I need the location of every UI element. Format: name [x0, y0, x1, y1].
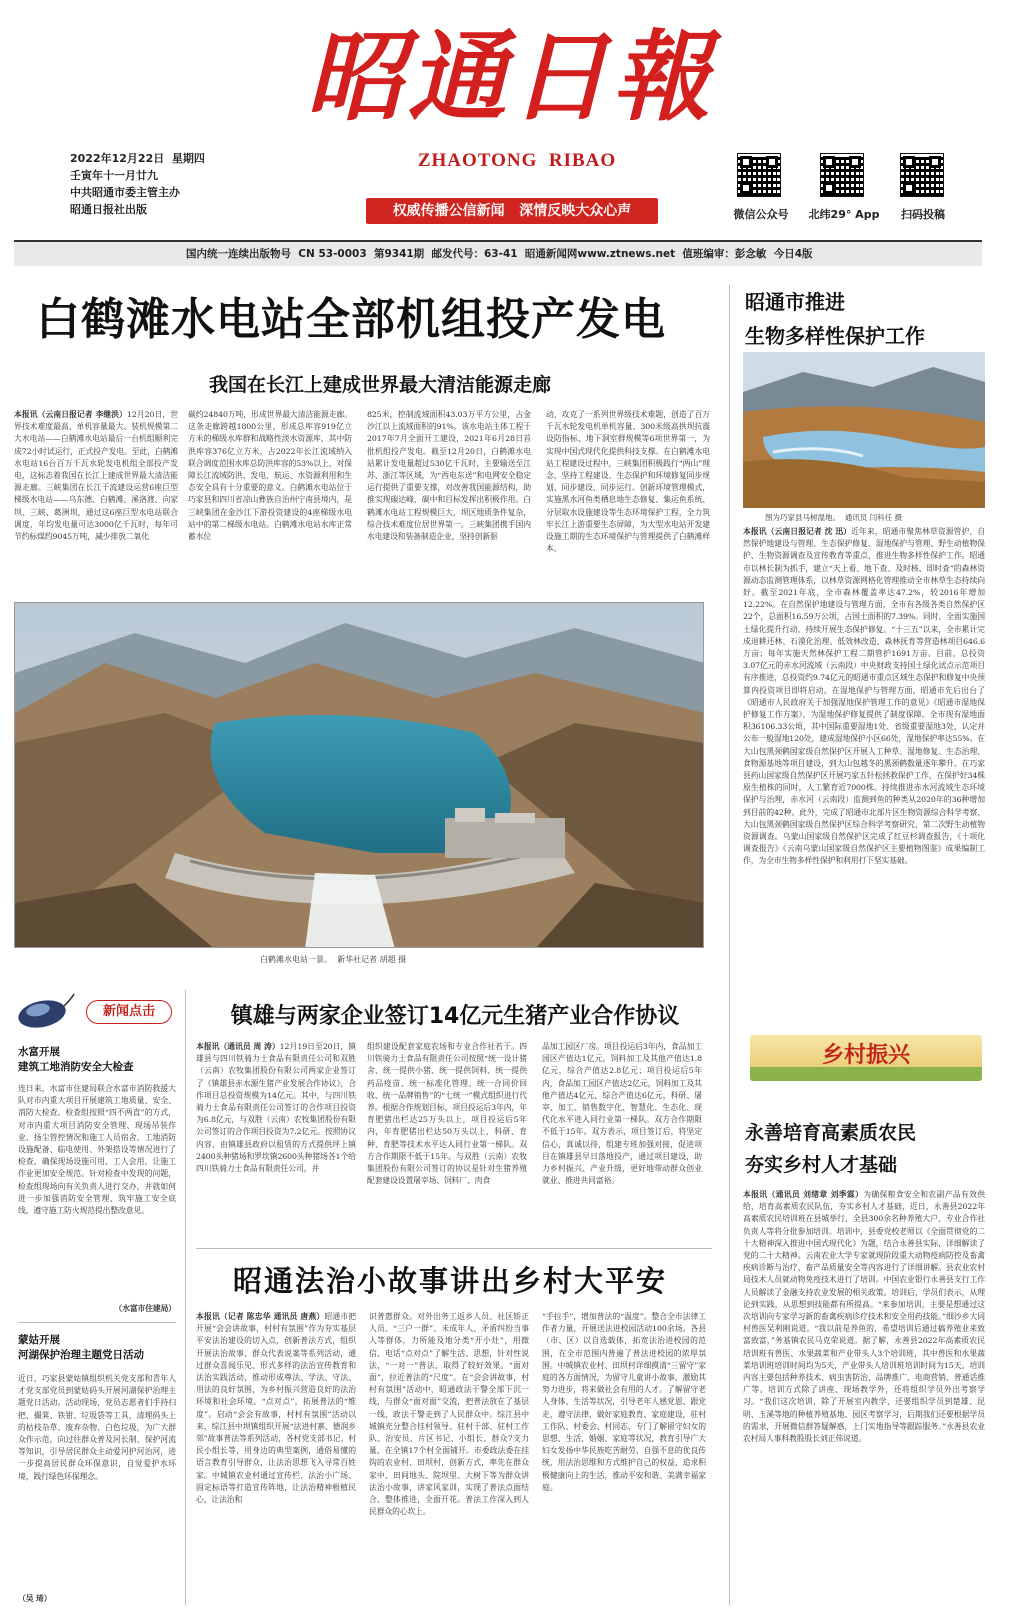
dam-photo-image	[15, 603, 704, 948]
qr-code-app[interactable]	[820, 153, 864, 197]
qr-code-submit[interactable]	[900, 153, 944, 197]
law-col-2: 识普惠群众。对外出务工返乡人员、社区矫正人员、“三户一群”、未成年人、矛盾纠纷当事人等群体，力所能及地分类“开小灶”，用微信、电话“点对点”了解生活、思想，针对性说法，“一对一”普法，取得了较好效果。“面对面”，拉近普法的“尺度”。在“会会讲故事，村村有氛围”活动中，昭通政法干警全部下沉一线，与群众“面对面”交流，把普法放在了基层一线，政法干警走到了人民群众中。综江县中城镇充分整合挂村领导、驻村干部、驻村工作队、治安员、片区书记、小组长、群众7支力量，在全镇17个村全面铺开。市委政法委在挂钩的农业村、田坝村，创新方式，率先在群众家中、田间地头、院坝里、大树下等为群众讲法治小故事，讲家风家训，实现了普法点面结合、整体推进，全面开花。普法工作深入到人民群众的心坎上。	[369, 1312, 529, 1517]
column-divider	[729, 285, 730, 1605]
news-click-1-body: 连日来，水富市住建局联合水富市消防救援大队对市内重大项目开展建筑工地质量、安全、消防大检查。检查组按照“四不两直”的方式，对市内重大项目消防安全管理、现场吊装作业、扬尘管控情况和施工人员宿舍、工地消防设施配备、临电使用、外架搭设等情况进行了检查，确保现场设施可用、工人会用，让施工作业更加安全规范。针对检查中发现的问题，检查组现场向有关负责人进行交办，并就如何进一步加强消防安全管理、筑牢施工安全底线，遵守施工防火规范提出整改意见。	[18, 1084, 176, 1216]
pig-col-1-text: 12月19日至20日，镇雄县与四川铁骑力士食品有限责任公司和双胜（云南）农牧集团股份有限公司两家企业签订了《镇雄县赤水源生猪产业发展合作协议》，合作项目总投资规模为14亿元。其中，与四川铁骑力士食品有限责任公司签订的合作项目投资为6.8亿元，与双胜（云南）农牧集团股份有限公司签订的合作项目投资为7.2亿元。按照协议内容，由镇雄县政府以租赁的方式提供坪上镇2400头种猪场和罗坎镇2600头种猪场各1个给四川铁骑力士食品有限责任公司，并	[196, 1042, 356, 1174]
law-byline: 本报讯（记者 陈忠华 通讯员 唐燕）	[196, 1312, 325, 1321]
news-click-1-title: 水富开展 建筑工地消防安全大检查	[18, 1046, 134, 1073]
pig-col-3: 品加工园区厂房。项目投运后3年内，食品加工园区产值达1亿元，饲料加工及其他产值达1.8亿元，综合产值达2.8亿元；项目投运后5年内，食品加工园区产值达2亿元，饲料加工及其他产值达4亿元，综合产值达6亿元，科研、屠宰、加工、销售数字化、智慧化、生态化、现代化水平进入同行业第一梯队。双方合作期限不低于15年。双方表示，项目签订后，将坚定信心，真诚以待，组建专班加强对接，促进项目在镇雄县早日落地投产，通过项目建设，助力乡村振兴、产业升级，更好地带动群众创业就业、推进共同富裕。	[542, 1042, 702, 1186]
news-click-header	[14, 992, 174, 1032]
slogan-banner	[366, 198, 658, 224]
news-click-1-sign: （水富市住建局）	[114, 1304, 176, 1313]
newspaper-pinyin: ZHAOTONG RIBAO	[417, 150, 617, 171]
wetland-photo-caption: 图为巧家县马树湿地。 通讯员 闫科任 摄	[765, 513, 903, 522]
pig-col-1	[196, 1041, 356, 1237]
qr-code-wechat[interactable]	[737, 153, 781, 197]
pig-byline: 本报讯（通讯员 周 涛）	[196, 1042, 280, 1051]
mouse-icon	[14, 992, 76, 1032]
rural-headline: 永善培育高素质农民 夯实乡村人才基础	[745, 1122, 917, 1176]
law-headline: 昭通法治小故事讲出乡村大平安	[232, 1264, 667, 1298]
pig-col-2: 组织建设配套家庭农场和专业合作社若干。四川铁骑力士食品有限责任公司按照“统一设计猪舍、统一提供小猪、统一提供饲料、统一提供药品疫苗、统一标准化管理、统一合同价回收、统一品牌销售”的“七统一”模式组织进行代养。根据合作规划目标，项目投运后3年内，年育肥猪出栏达25万头以上，项目投运后5年内，年育肥猪出栏达50万头以上，科研、育种、育肥等技术水平达入同行业第一梯队。双方合作期限不低于15年。与双胜（云南）农牧集团股份有限公司签订的协议是针对生猪养殖配套建设设置屠宰场、饲料厂、肉食	[367, 1042, 527, 1186]
masthead	[0, 0, 1032, 260]
pig-headline: 镇雄与两家企业签订14亿元生猪产业合作协议	[230, 1004, 680, 1029]
news-click-2-title: 蒙姑开展 河湖保护治理主题党日活动	[18, 1334, 144, 1361]
qr-label-wechat: 微信公众号	[733, 208, 789, 221]
date-block	[70, 150, 290, 218]
dam-photo-caption: 白鹤滩水电站一景。 新华社记者 胡超 摄	[260, 955, 407, 964]
slogan-text: 权威传播公信新闻 深情反映大众心声	[392, 203, 632, 219]
rural-body	[743, 1189, 985, 1609]
news-click-tag: 新闻点击	[86, 1000, 172, 1024]
news-click-divider	[18, 1322, 176, 1323]
dam-photo	[14, 602, 704, 948]
lead-headline: 白鹤滩水电站全部机组投产发电	[36, 294, 666, 345]
lead-col-4: 动，攻克了一系列世界级技术难题，创造了百万千瓦水轮发电机单机容量、300米级高拱坝抗震设防指标、地下洞室群规模等6项世界第一，为实现中国式现代化提供科技支撑。在白鹤滩水电站工程建设过程中，三峡集团积极践行“两山”理念，坚持工程建设、生态保护和环境修复同步规划、同步建设、同步运行。创新环境管理模式，实施黑水河鱼类栖息地生态修复、集运鱼系统、分层取水设施建设等生态环境保护工程，全力筑牢长江上游重要生态屏障，为大型水电站开发建设施工期的生态环境保护与管理提供了白鹤滩样本。	[546, 410, 710, 554]
lead-col-1	[14, 409, 178, 599]
lunar-date: 壬寅年十一月廿九	[70, 169, 158, 183]
bio-body	[743, 526, 985, 1001]
law-col-1	[196, 1311, 356, 1611]
qr-label-submit: 扫码投稿	[901, 208, 945, 221]
lead-subhead: 我国在长江上建成世界最大清洁能源走廊	[208, 374, 551, 396]
wetland-photo-image	[743, 352, 985, 508]
bio-body-text: 近年来，昭通市聚焦林草资源管护、自然保护地建设与管理、生态保护修复、湿地保护与管理、野生动植物保护、生物资源调查及宣传教育等重点，推进生物多样性保护工作。昭通市以林长制为抓手，建立“天上看、地下查、及时核、即时查”的森林资源动态监测管理体系，以林草资源网格化管理推动全市林草生态持续向好。截至2021年底，全市森林覆盖率达47.2%，较2016年增加12.22%。在自然保护地建设与管理方面，全市有各级各类自然保护区22个，总面积16.59万公顷，占国土面积的7.39%。同时，全面实施国土绿化提升行动，持续开展生态保护修复。“十三五”以来，全市累计完成退耕还林、石漠化治理、低效林改造、森林抚育等营造林项目646.6万亩；每年实施天然林保护工程二期管护1691万亩。目前，总投资3.07亿元的赤水河流域（云南段）中央财政支持国土绿化试点示范项目有序推进，总投资约9.74亿元的昭通市重点区域生态保护和修复中央预算内投资项目即将启动。在湿地保护与管理方面，昭通市先后出台了《昭通市人民政府关于加强湿地保护管理工作的意见》《昭通市湿地保护修复工作方案》，为湿地保护修复提供了制度保障。全市现有湿地面积36106.33公顷，其中国际重要湿地1处、省级重要湿地3处，认定并公布一般湿地120处，建成湿地保护小区66处，湿地保护率达55%。在大山包黑颈鹤国家级自然保护区开展人工种草、湿地修复、生态治理、食物源基地等项目建设，到大山包越冬的黑颈鹤数量逐年攀升。在巧家县药山国家级自然保护区开展巧家五针松拯救保护工作，在保护好34株原生植株的同时，人工繁育近7000株。持续推进赤水河流域生态环境保护与治理，赤水河（云南段）监测到鱼的种类从2020年的36种增加到目前的42种。此外，完成了昭通市北部片区生物资源综合科学考察、大山包黑颈鹤国家级自然保护区综合科学考察研究、第二次野生动植物资源调查。乌蒙山国家级自然保护区完成了红豆杉调查报告，《十项化调查报告》《云南乌蒙山国家级自然保护区主要植物图鉴》成果编制工作，为全市生物多样性保护和利用打下坚实基础。	[743, 527, 985, 866]
bio-headline: 昭通市推进 生物多样性保护工作	[745, 290, 925, 348]
law-col-3: “手拉手”，增加普法的“温度”。整合全市法律工作者力量，开展送法进校园活动100余场。各县（市、区）以自选载体，拓宽法治进校园的范围，在全市范围内普遍了普法进校园的浓厚氛围。中城镇农业村、田坝村详细摸清“三留守”家庭的各方面情况，为留守儿童讲小故事，激励其努力进步，将来做社会有用的人才。了解留守老人身体、生活等状况，引导老年人感党恩、跟党走，遵守法律，做好家庭教育、家庭建设，驻村工作队、村委会、村同志，专门了解留守妇女的思想、生活、婚姻、家庭等状况，教育引导广大妇女发扬中华民族吃苦耐劳、自强不息的优良传统，用法治思维和方式维护自己的权益，追求积极健康向上的生活，推动平安和谐、美满幸福家庭。	[542, 1312, 706, 1492]
rural-body-text: 为确保粮食安全和农副产品有效供给，培育高素质农民队伍，夯实乡村人才基础，近日，永善县2022年高素质农民培训班在县城举行，全县300余名种养殖大户、专业合作社负责人等将分批参加培训。培训中，县委党校老师以《全面贯彻党的二十大精神深入推进中国式现代化》为题，结合永善县实际，详细解读了党的二十大精神。云南农业大学专家就现阶段重大动物疫病防控及畜禽疾病诊断与治疗、畜产品质量安全等内容进行了详细讲解。县农业农村局技术人员就动物免疫技术进行了培训。中国农业银行永善县支行工作人员解读了金融支持农业发展的相关政策。培训后，学员们表示，从理论到实践，从思想到技能都有所提高。“来参加培训，主要是想通过这次培训向专家学习新的畜禽疾病诊疗技术和安全用药技能。”细沙乡大同村兽医吴利刚说道。“我以前是养鱼的，希望培训后通过搞养殖业来致富致富，”务基镇农民马克荣说道。据了解，永善县2022年高素质农民培训班有兽医、水果蔬菜和产业带头人3个培训班，其中兽医和水果蔬菜培训班培训时间均为5天，产业带头人培训班培训时间为15天。培训内容主要包括种养技术、病虫害防治、品牌推广、电商营销、普通话推广等。培训方式除了讲座、现场教学外，还将组织学员外出考察学习。“我们这次培训，除了开展室内教学，还要组织学员到楚雄、昆明、玉溪等地的种植养殖基地、园区考察学习，后期我们还要根据学员的需求，开展微信群答疑解惑，上门实地指导等跟踪服务。”永善县农业农村局人事科教股股长刘正伟说道。	[743, 1190, 985, 1444]
lead-col-2: 碳约24840万吨，形成世界最大清洁能源走廊。这条走廊跨越1800公里，形成总库容919亿立方米的梯级水库群和战略性淡水资源库，其中防洪库容376亿立方米，占2022年长江流域纳入联合调度范围水库总防洪库容的53%以上，对保障长江流域防洪、发电、航运、水资源利用和生态安全具有十分重要的意义。白鹤滩水电站位于巧家县和四川省凉山彝族自治州宁南县境内，是三峡集团在金沙江下游投资建设的4座梯级水电站中的第二梯级水电站。白鹤滩水电站水库正常蓄水位	[188, 410, 352, 542]
rural-banner-text: 乡村振兴	[821, 1043, 910, 1068]
lead-byline: 本报讯（云南日报记者 李继洪）	[14, 410, 127, 419]
publisher: 昭通日报社出版	[70, 203, 147, 217]
lead-col-1-text: 12月20日，世界技术难度最高、单机容量最大、装机规模第二大水电站——白鹤滩水电站最后一台机组顺利完成72小时试运行，正式投产发电。至此，白鹤滩水电站16台百万千瓦水轮发电机组全部投产发电，这标志着我国在长江上建成世界最大清洁能源走廊。三峡集团在长江干流建设运营6座巨型梯级水电站——乌东德、白鹤滩、溪洛渡、向家坝、三峡、葛洲坝，通过这6座巨型水电站联合调度，年均发电量可达3000亿千瓦时，每年可节约标煤约9045万吨，减少排放二氧化	[14, 410, 178, 542]
pig-law-divider	[196, 1248, 712, 1249]
info-bar	[14, 240, 982, 266]
newspaper-title: 昭通日報	[305, 20, 714, 135]
rural-banner	[750, 1035, 982, 1081]
issue-date: 2022年12月22日 星期四	[70, 152, 205, 165]
bio-byline: 本报讯（云南日报记者 沈 迅）	[743, 527, 852, 536]
lead-col-3: 825米，控制流域面积43.03万平方公里，占金沙江以上流域面积的91%。该水电站主体工程于2017年7月全面开工建设，2021年6月28日首批机组投产发电。截至12月20日，白鹤滩水电站累计发电量超过530亿千瓦时，主要输送至江苏、浙江等区域，为“西电东送”和电网安全稳定运行提供了重要支撑，对改善我国能源结构，助推实现碳达峰、碳中和目标发挥出积极作用。白鹤滩水电站工程规模巨大，坝区地质条件复杂，综合技术难度位居世界第一。三峡集团携手国内水电建设和装备制造企业，坚持创新驱	[367, 410, 531, 542]
info-bar-text: 国内统一连续出版物号 CN 53-0003 第9341期 邮发代号：63-41 昭通新闻网www.ztnews.net 值班编审：彭念敏 今日4版	[186, 248, 813, 260]
wetland-photo	[743, 352, 985, 508]
news-click-2-sign: （吴 琦）	[18, 1594, 52, 1603]
news-click-2-body: 近日，巧家县蒙姑镇组织机关党支部和青年人才党支部党员到蒙姑码头开展河湖保护治理主题党日活动。活动现场，党员志愿者们手持扫把、撮箕、铁钳、垃圾袋等工具，清理码头上的枯枝杂草、废弃杂物、白色垃圾，为广大群众作示范，向过往群众普及河长制、保护河流等知识，引导居民群众主动爱河护河治河，进一步提高居民群众环保意识，自觉爱护水环境，践行绿色环保理念。	[18, 1374, 176, 1481]
law-col-1-text: 昭通市把开展“会会讲故事，村村有氛围”作为夯实基层平安法治建设的切入点，创新普法方式，组织开展法治故事、群众代表说案等系列活动，通过群众喜闻乐见、形式多样的法治宣传教育和法治实践活动，推动形成尊法、学法、守法、用法的良好氛围，为乡村振兴营造良好的法治环境和社会环境。“点对点”，拓展普法的“维度”。启动“会会有故事，村村有氛围”活动以来，综江县中坝镇组织开展“法进村寨、德润乡邻”故事普法等系列活动，各村党支部书记、村民小组长等，用身边的典型案例，通俗易懂的语言教育引导群众，让法治思想飞入寻常百姓家。中城镇农业村通过宣传栏、法治小广场、固定标语等打造宣传阵地，让法治精神根植民心，让法治和	[196, 1312, 356, 1505]
left-column-divider	[185, 990, 186, 1605]
qr-label-app: 北纬29° App	[808, 208, 880, 221]
rural-byline: 本报讯（通讯员 刘绪章 刘季霖）	[743, 1190, 864, 1199]
sponsor: 中共昭通市委主管主办	[70, 186, 180, 200]
